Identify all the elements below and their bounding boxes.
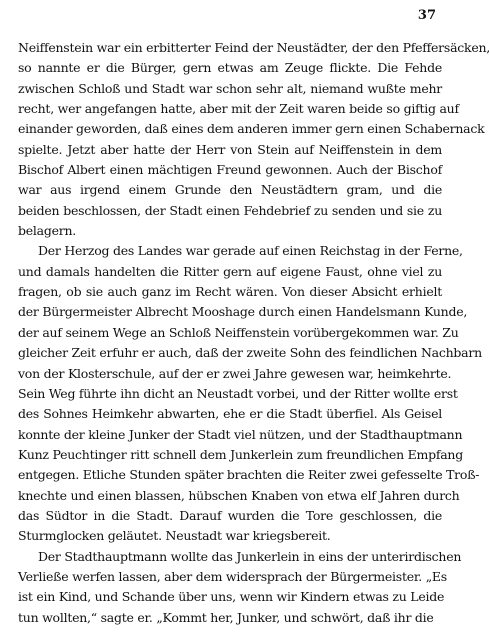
text-line: des Sohnes Heimkehr abwarten, ehe er die Stadt überfiel. Als Geisel [18, 406, 442, 422]
text-line: Verließe werfen lassen, aber dem widersprach der Bürgermeister. „Es [18, 568, 447, 584]
text-line: knechte und einen blassen, hübschen Knaben von etwa elf Jahren durch [18, 487, 460, 503]
text-line: Sein Weg führte ihn dicht an Neustadt vorbei, und der Ritter wollte erst [18, 385, 458, 401]
paragraph [18, 241, 482, 546]
page-number: 37 [417, 8, 436, 23]
text-line: ist ein Kind, und Schande über uns, wenn wir Kindern etwas zu Leide [18, 589, 445, 605]
text-line: so nannte er die Bürger, gern etwas am Zeuge flickte. Die Fehde [18, 60, 442, 76]
text-line: Neiffenstein war ein erbitterter Feind der Neustädter, der den Pfeffersäcken, [18, 40, 490, 55]
text-line: Kunz Peuchtinger ritt schnell dem Junkerlein zum freundlichen Empfang [18, 446, 463, 462]
text-line: belagern. [18, 223, 76, 239]
text-line: und damals handelten die Ritter gern auf eigene Faust, ohne viel zu [18, 263, 442, 279]
text-line: der auf seinem Wege an Schloß Neiffenstein vorübergekommen war. Zu [18, 324, 459, 340]
text-line: Sturmglocken geläutet. Neustadt war kriegsbereit. [18, 528, 331, 544]
text-line: einander geworden, daß eines dem anderen immer gern einen Schabernack [18, 121, 485, 137]
text-line: von der Klosterschule, auf der er zwei Jahre gewesen war, heimkehrte. [18, 365, 452, 381]
text-line: der Bürgermeister Albrecht Mooshage durch einen Handelsmann Kunde, [18, 304, 468, 320]
text-line: konnte der kleine Junker der Stadt viel nützen, und der Stadthauptmann [18, 426, 463, 442]
body-text [18, 38, 490, 628]
paragraph [18, 547, 462, 628]
text-line: entgegen. Etliche Stunden später brachten die Reiter zwei gefesselte Troß- [18, 467, 480, 483]
text-line: das Südtor in die Stadt. Darauf wurden die Tore geschlossen, die [18, 507, 442, 523]
text-line: gleicher Zeit erfuhr er auch, daß der zweite Sohn des feindlichen Nachbarn [18, 345, 482, 361]
text-line: Der Herzog des Landes war gerade auf einen Reichstag in der Ferne, [38, 243, 463, 259]
text-line: beiden beschlossen, der Stadt einen Fehdebrief zu senden und sie zu [18, 202, 442, 218]
text-line: fragen, ob sie auch ganz im Recht wären. Von dieser Absicht erhielt [18, 284, 442, 300]
text-line: zwischen Schloß und Stadt war schon sehr alt, niemand wußte mehr [18, 80, 442, 96]
text-line: war aus irgend einem Grunde den Neustädtern gram, und die [18, 182, 442, 198]
text-line: Bischof Albert einen mächtigen Freund gewonnen. Auch der Bischof [18, 162, 442, 178]
text-line: recht, wer angefangen hatte, aber mit der Zeit waren beide so giftig auf [18, 101, 459, 117]
text-line: tun wollten,“ sagte er. „Kommt her, Junker, und schwört, daß ihr die [18, 609, 434, 625]
text-line: Der Stadthauptmann wollte das Junkerlein in eins der unterirdischen [38, 548, 462, 564]
text-line: spielte. Jetzt aber hatte der Herr von Stein auf Neiffenstein in dem [18, 141, 442, 157]
paragraph [18, 38, 490, 241]
